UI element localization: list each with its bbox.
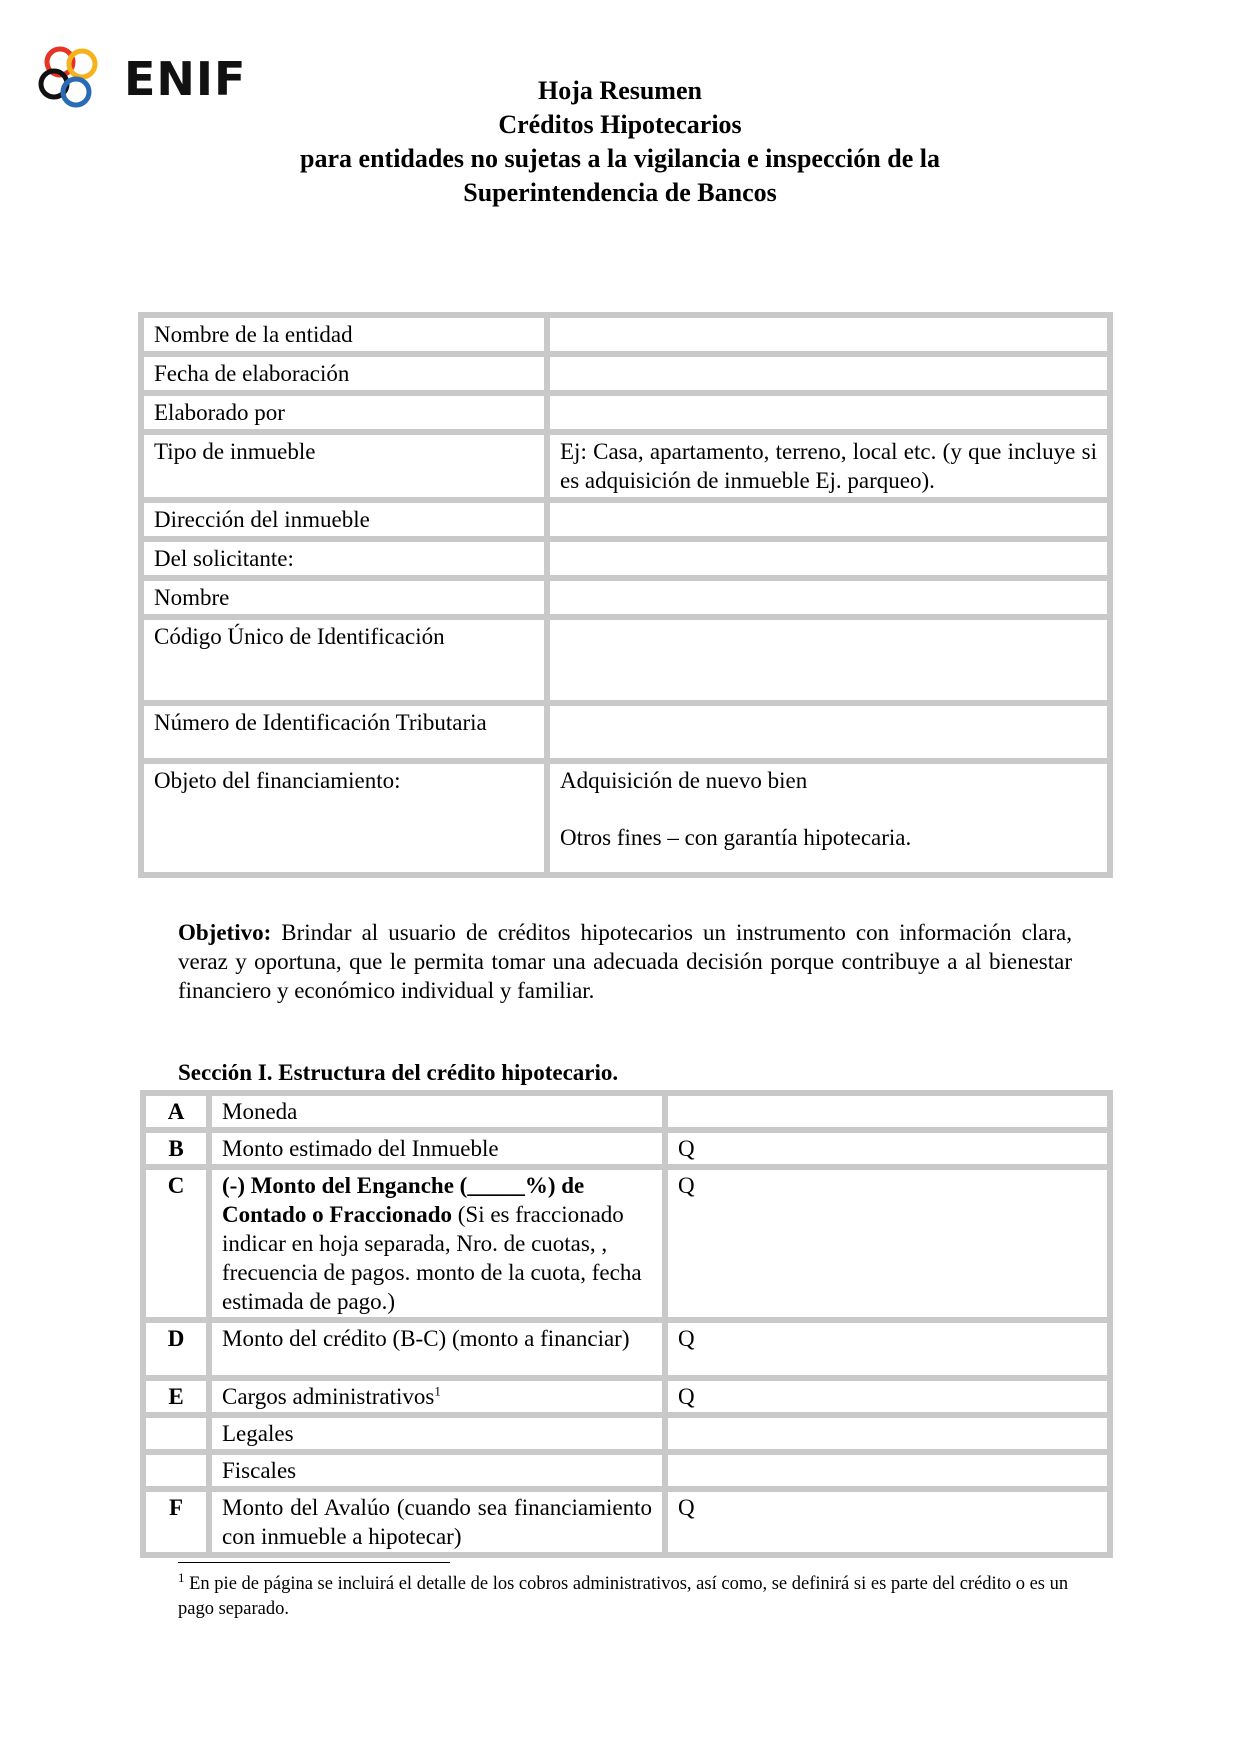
- row-value[interactable]: [547, 617, 1110, 703]
- row-concept: Fiscales: [209, 1452, 665, 1489]
- row-concept: [209, 1167, 665, 1320]
- row-value[interactable]: [547, 500, 1110, 539]
- row-value[interactable]: Q: [665, 1320, 1110, 1378]
- table-row: [141, 578, 1110, 617]
- footnote-reference: 1: [434, 1383, 441, 1399]
- table-row: [143, 1378, 1110, 1415]
- row-value[interactable]: Q: [665, 1130, 1110, 1167]
- row-letter: [143, 1415, 209, 1452]
- footnote: [178, 1569, 1078, 1622]
- financing-option-new: Adquisición de nuevo bien: [560, 768, 808, 793]
- table-row: [143, 1320, 1110, 1378]
- row-letter: [143, 1452, 209, 1489]
- table-row: [143, 1130, 1110, 1167]
- entity-info-table: [138, 312, 1113, 878]
- table-row: [141, 432, 1110, 500]
- section-title: Sección I. Estructura del crédito hipotecario.: [178, 1060, 619, 1085]
- financing-option-other: Otros fines – con garantía hipotecaria.: [560, 825, 912, 850]
- table-row: [143, 1489, 1110, 1555]
- row-letter: D: [143, 1320, 209, 1378]
- row-label: Objeto del financiamiento:: [141, 761, 547, 875]
- row-value[interactable]: [547, 578, 1110, 617]
- row-letter: C: [143, 1167, 209, 1320]
- row-concept: Legales: [209, 1415, 665, 1452]
- row-value[interactable]: [665, 1452, 1110, 1489]
- header-line-3: para entidades no sujetas a la vigilancia e inspección de la: [300, 144, 940, 173]
- table-row: [141, 500, 1110, 539]
- row-value[interactable]: [665, 1415, 1110, 1452]
- row-concept-text: Cargos administrativos: [222, 1384, 435, 1409]
- objective-text: Brindar al usuario de créditos hipotecarios un instrumento con información clara, veraz y oportuna, que le permita tomar una adecuada decisión porque contribuye a al bienestar financiero y económico individual y familiar.: [178, 920, 1072, 1003]
- row-value: [547, 761, 1110, 875]
- table-row: [141, 539, 1110, 578]
- row-label: Elaborado por: [141, 393, 547, 432]
- objective-label: Objetivo:: [178, 920, 272, 945]
- footnote-text: En pie de página se incluirá el detalle de los cobros administrativos, así como, se definirá si es parte del crédito o es un pago separado.: [178, 1574, 1069, 1619]
- footnote-number: 1: [178, 1569, 185, 1585]
- row-letter: B: [143, 1130, 209, 1167]
- row-letter: A: [143, 1093, 209, 1130]
- row-letter: E: [143, 1378, 209, 1415]
- objective-paragraph: [178, 918, 1072, 1005]
- header-title: Hoja Resumen: [538, 76, 702, 105]
- row-concept-bold: (-) Monto del Enganche (_____%) de Contado o Fraccionado: [222, 1173, 585, 1227]
- row-value[interactable]: [547, 539, 1110, 578]
- table-row: [143, 1093, 1110, 1130]
- header-line-4: Superintendencia de Bancos: [463, 178, 777, 207]
- table-row: [141, 393, 1110, 432]
- row-concept: Monto del Avalúo (cuando sea financiamiento con inmueble a hipotecar): [209, 1489, 665, 1555]
- row-value[interactable]: [547, 393, 1110, 432]
- row-label: Tipo de inmueble: [141, 432, 547, 500]
- row-value[interactable]: Q: [665, 1489, 1110, 1555]
- row-concept: Moneda: [209, 1093, 665, 1130]
- row-label: Número de Identificación Tributaria: [141, 703, 547, 761]
- table-row: [141, 617, 1110, 703]
- row-label: Fecha de elaboración: [141, 354, 547, 393]
- row-letter: F: [143, 1489, 209, 1555]
- row-value: Ej: Casa, apartamento, terreno, local etc. (y que incluye si es adquisición de inmueble Ej. parqueo).: [547, 432, 1110, 500]
- row-value[interactable]: [547, 315, 1110, 354]
- row-concept: Monto del crédito (B-C) (monto a financiar): [209, 1320, 665, 1378]
- row-value[interactable]: Q: [665, 1378, 1110, 1415]
- table-row: [141, 354, 1110, 393]
- document-header: [200, 74, 1040, 210]
- logo-text: ENIF: [124, 52, 247, 106]
- table-row: [143, 1167, 1110, 1320]
- row-value[interactable]: [547, 703, 1110, 761]
- table-row: [143, 1415, 1110, 1452]
- table-row: [141, 761, 1110, 875]
- header-subtitle: Créditos Hipotecarios: [498, 110, 742, 139]
- table-row: [141, 703, 1110, 761]
- row-value[interactable]: [665, 1093, 1110, 1130]
- row-concept: [209, 1378, 665, 1415]
- row-value[interactable]: Q: [665, 1167, 1110, 1320]
- row-label: Del solicitante:: [141, 539, 547, 578]
- table-row: [141, 315, 1110, 354]
- row-label: Nombre de la entidad: [141, 315, 547, 354]
- row-label: Dirección del inmueble: [141, 500, 547, 539]
- row-concept-note: (Si es fraccionado indicar en hoja separada, Nro. de cuotas, , frecuencia de pagos. monto de la cuota, fecha estimada de pago.): [222, 1202, 642, 1314]
- row-concept: Monto estimado del Inmueble: [209, 1130, 665, 1167]
- credit-structure-table: [140, 1090, 1113, 1558]
- table-row: [143, 1452, 1110, 1489]
- row-label: Código Único de Identificación: [141, 617, 547, 703]
- footnote-divider: [178, 1562, 450, 1563]
- row-label: Nombre: [141, 578, 547, 617]
- row-value[interactable]: [547, 354, 1110, 393]
